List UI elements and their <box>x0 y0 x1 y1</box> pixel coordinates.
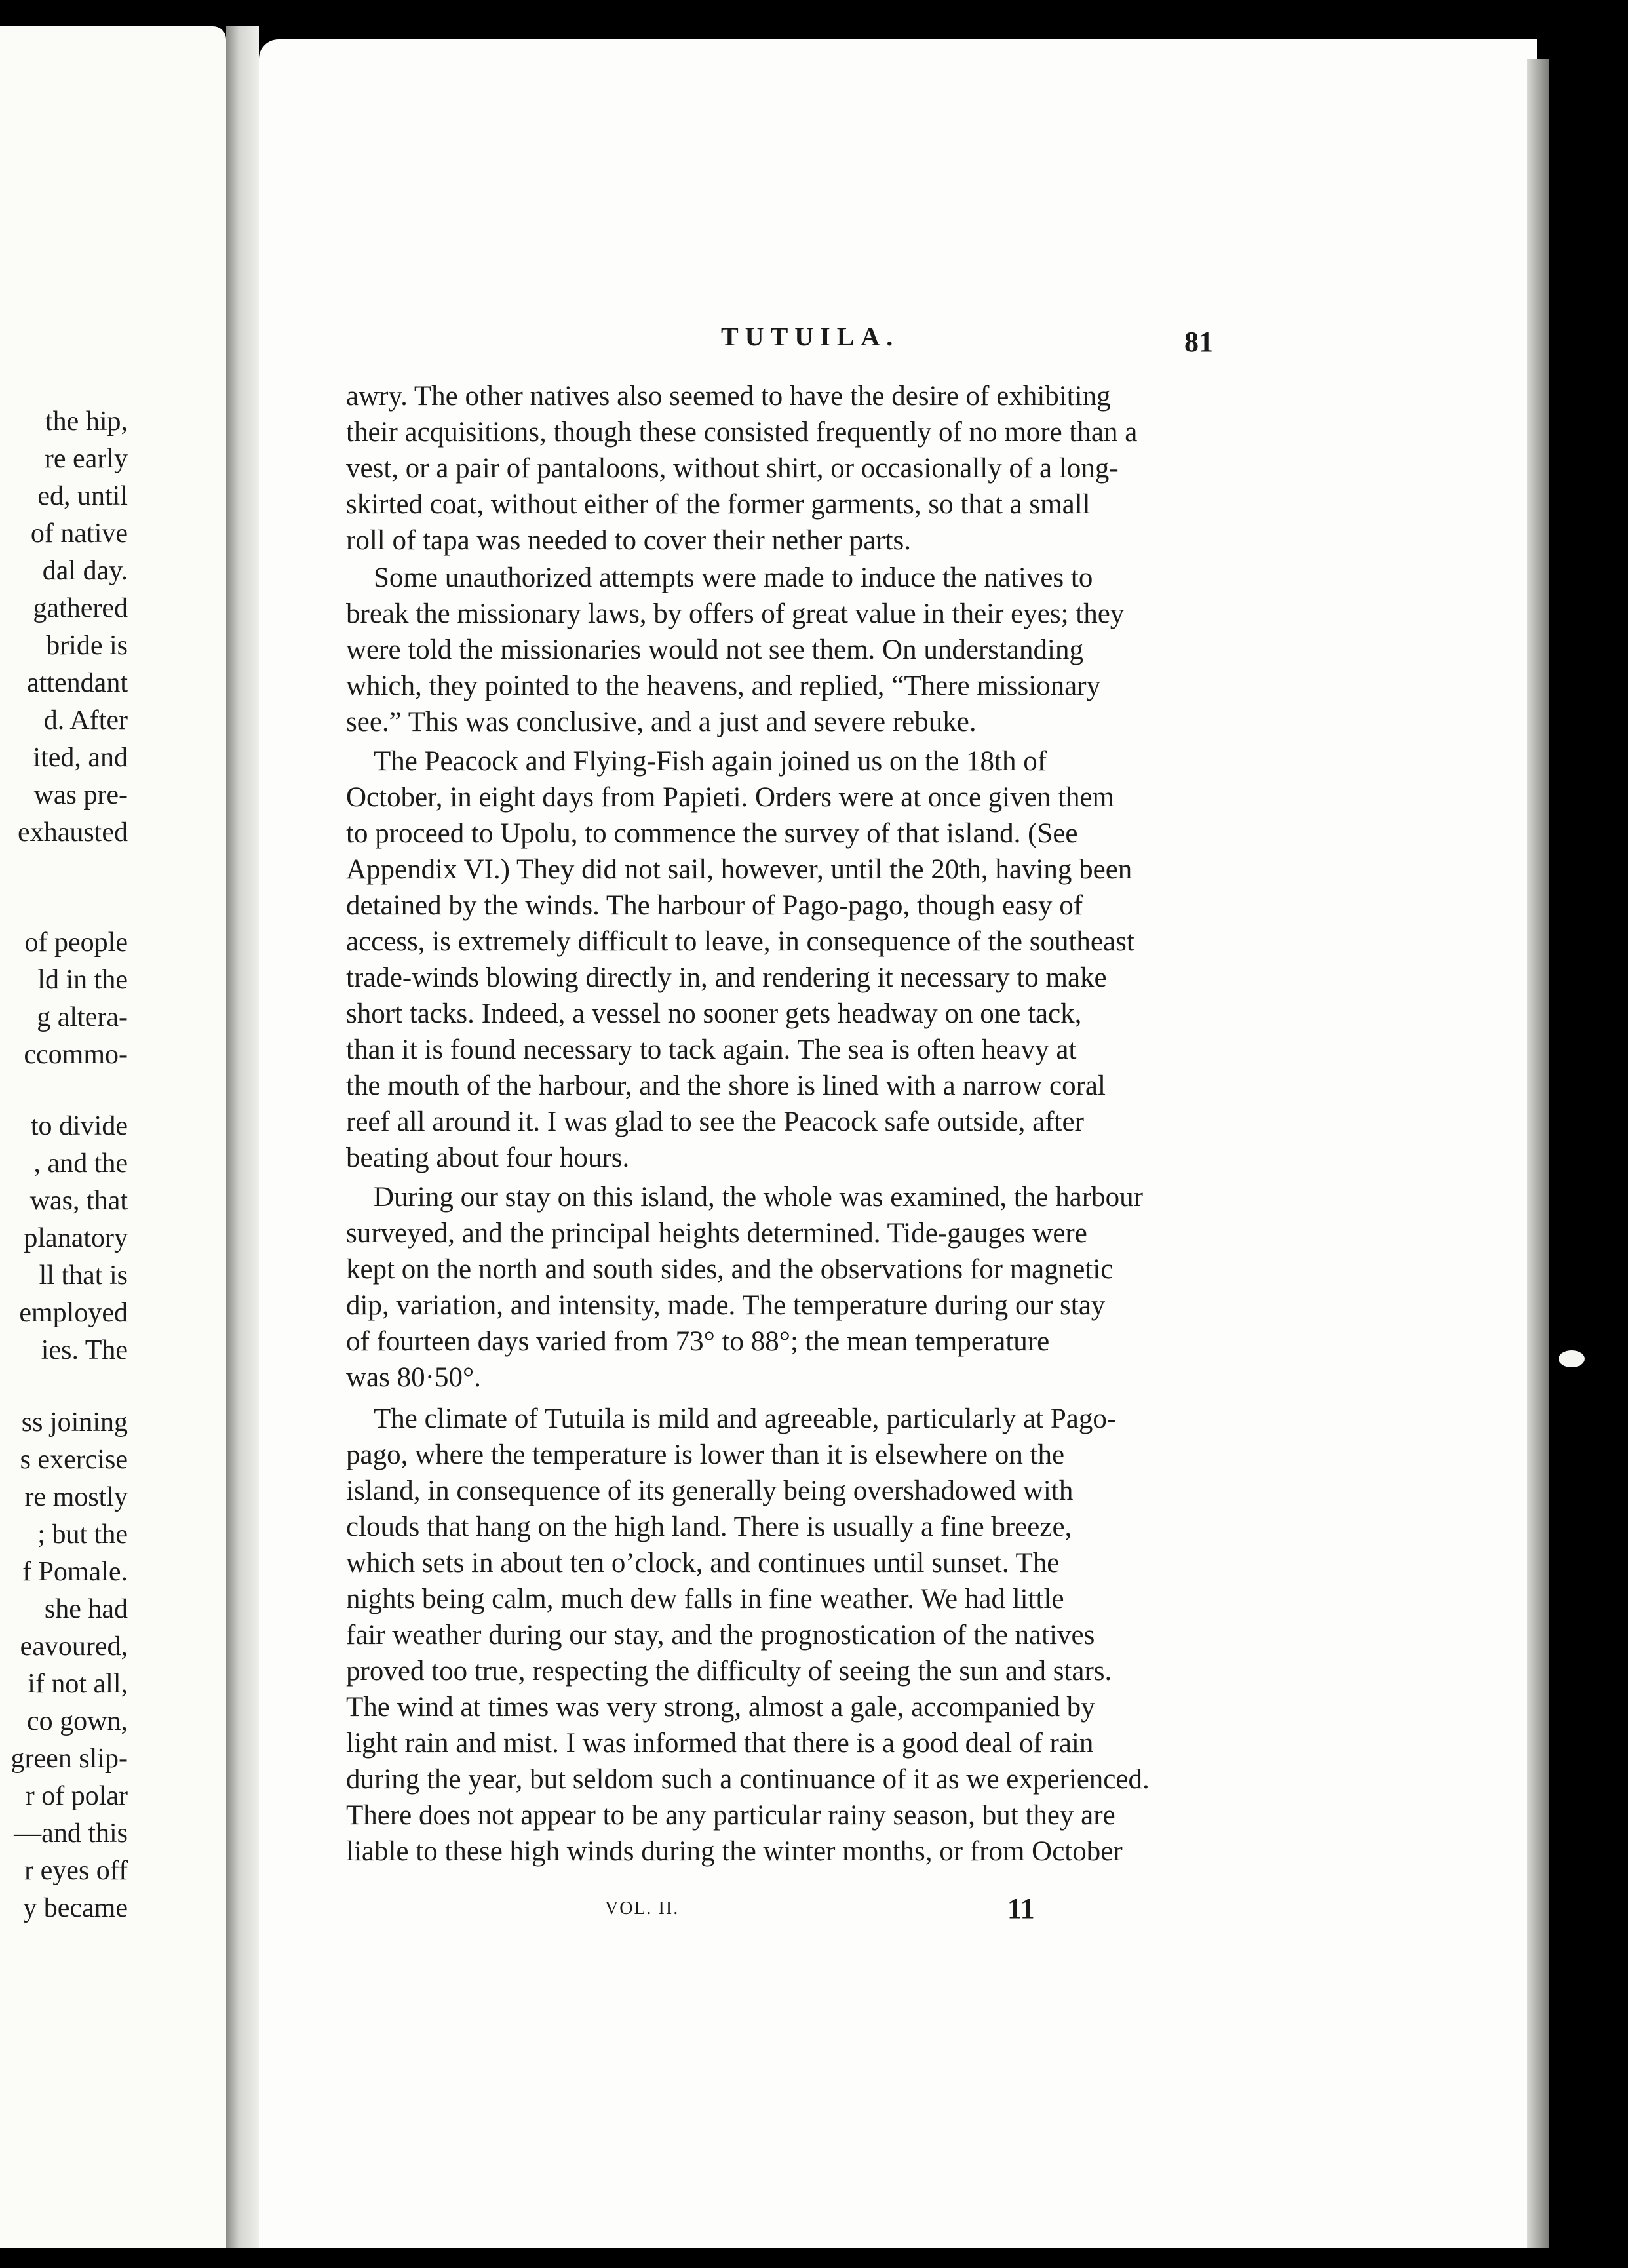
left-line: planatory <box>24 1223 128 1253</box>
left-line: green slip- <box>10 1744 128 1774</box>
left-line: re mostly <box>24 1482 128 1512</box>
text-line: which sets in about ten o’clock, and continues until sunset. The <box>346 1548 1060 1578</box>
left-line: f Pomale. <box>22 1557 128 1587</box>
left-line: eavoured, <box>20 1632 128 1662</box>
left-line: exhausted <box>18 817 128 848</box>
text-line: nights being calm, much dew falls in fine weather. We had little <box>346 1584 1064 1614</box>
text-line: liable to these high winds during the winter months, or from October <box>346 1836 1123 1867</box>
text-line: their acquisitions, though these consisted frequently of no more than a <box>346 417 1138 448</box>
text-line: were told the missionaries would not see them. On understanding <box>346 635 1083 665</box>
running-title: TUTUILA. <box>721 322 900 351</box>
left-line: gathered <box>33 593 128 623</box>
text-line: awry. The other natives also seemed to have the desire of exhibiting <box>346 381 1111 412</box>
left-line: of native <box>30 518 128 549</box>
volume-signature: VOL. II. <box>605 1898 680 1919</box>
text-line: October, in eight days from Papieti. Orders were at once given them <box>346 782 1115 813</box>
left-line: y became <box>23 1893 128 1923</box>
text-line: short tacks. Indeed, a vessel no sooner gets headway on one tack, <box>346 998 1082 1029</box>
left-line: s exercise <box>20 1445 128 1475</box>
sheet-number: 11 <box>1007 1892 1035 1925</box>
text-line: The climate of Tutuila is mild and agreeable, particularly at Pago- <box>374 1403 1117 1434</box>
text-line: to proceed to Upolu, to commence the survey of that island. (See <box>346 818 1078 849</box>
left-line: if not all, <box>28 1669 128 1699</box>
text-line: see.” This was conclusive, and a just and severe rebuke. <box>346 707 977 737</box>
left-line: was, that <box>29 1186 128 1216</box>
left-line: ies. The <box>41 1335 128 1365</box>
left-line: ccommo- <box>24 1040 128 1070</box>
text-line: proved too true, respecting the difficulty of seeing the sun and stars. <box>346 1656 1112 1687</box>
text-line: island, in consequence of its generally being overshadowed with <box>346 1476 1074 1506</box>
left-line: co gown, <box>27 1706 128 1736</box>
text-line: During our stay on this island, the whole was examined, the harbour <box>374 1182 1143 1213</box>
left-line: , and the <box>33 1148 128 1179</box>
left-line: r of polar <box>25 1781 128 1811</box>
text-line: the mouth of the harbour, and the shore is lined with a narrow coral <box>346 1070 1106 1101</box>
text-line: kept on the north and south sides, and the observations for magnetic <box>346 1254 1114 1285</box>
text-line: which, they pointed to the heavens, and replied, “There missionary <box>346 671 1101 701</box>
left-line: she had <box>44 1594 128 1624</box>
left-line: was pre- <box>33 780 128 810</box>
page-edge-shadow <box>1527 59 1549 2248</box>
left-line: attendant <box>27 668 128 698</box>
left-line: of people <box>24 928 128 958</box>
text-line: light rain and mist. I was informed that there is a good deal of rain <box>346 1728 1094 1759</box>
text-line: trade-winds blowing directly in, and rendering it necessary to make <box>346 962 1107 993</box>
page-number: 81 <box>1184 326 1213 358</box>
left-line: ited, and <box>33 743 128 773</box>
text-line: dip, variation, and intensity, made. The temperature during our stay <box>346 1290 1106 1321</box>
text-line: clouds that hang on the high land. There is usually a fine breeze, <box>346 1512 1072 1542</box>
text-line: of fourteen days varied from 73° to 88°; the mean temperature <box>346 1326 1050 1357</box>
left-line: ll that is <box>39 1261 128 1291</box>
text-line: was 80·50°. <box>346 1362 481 1393</box>
left-line: r eyes off <box>24 1856 128 1886</box>
book-gutter <box>226 26 259 2248</box>
text-line: skirted coat, without either of the former garments, so that a small <box>346 489 1091 520</box>
text-line: surveyed, and the principal heights determined. Tide-gauges were <box>346 1218 1087 1249</box>
text-line: detained by the winds. The harbour of Pago-pago, though easy of <box>346 890 1083 921</box>
scan-speck <box>1559 1350 1585 1367</box>
left-line: d. After <box>43 705 128 735</box>
text-line: roll of tapa was needed to cover their nether parts. <box>346 525 912 556</box>
left-line: the hip, <box>45 406 128 437</box>
left-line: to divide <box>30 1111 128 1141</box>
text-line: beating about four hours. <box>346 1143 630 1173</box>
text-line: during the year, but seldom such a continuance of it as we experienced. <box>346 1764 1150 1795</box>
left-line: dal day. <box>42 556 128 586</box>
left-facing-page <box>0 26 226 2248</box>
body-text <box>346 39 1513 2268</box>
left-line: ; but the <box>37 1519 128 1550</box>
text-line: The wind at times was very strong, almost a gale, accompanied by <box>346 1692 1095 1723</box>
right-page <box>259 39 1537 2248</box>
left-line: —and this <box>14 1818 128 1848</box>
left-line: employed <box>19 1298 128 1328</box>
left-line: ld in the <box>37 965 128 995</box>
text-line: pago, where the temperature is lower than it is elsewhere on the <box>346 1439 1065 1470</box>
left-line: g altera- <box>37 1002 128 1032</box>
left-line: re early <box>44 444 128 474</box>
text-line: vest, or a pair of pantaloons, without shirt, or occasionally of a long- <box>346 453 1119 484</box>
left-line: ss joining <box>21 1407 128 1437</box>
text-line: access, is extremely difficult to leave, in consequence of the southeast <box>346 926 1134 957</box>
text-line: Some unauthorized attempts were made to induce the natives to <box>374 562 1093 593</box>
text-line: reef all around it. I was glad to see the Peacock safe outside, after <box>346 1106 1084 1137</box>
text-line: Appendix VI.) They did not sail, however, until the 20th, having been <box>346 854 1133 885</box>
text-line: fair weather during our stay, and the prognostication of the natives <box>346 1620 1095 1651</box>
text-line: The Peacock and Flying-Fish again joined us on the 18th of <box>374 746 1047 777</box>
text-line: break the missionary laws, by offers of great value in their eyes; they <box>346 598 1125 629</box>
left-line: bride is <box>46 631 128 661</box>
left-line: ed, until <box>37 481 128 511</box>
text-line: There does not appear to be any particular rainy season, but they are <box>346 1800 1115 1831</box>
text-line: than it is found necessary to tack again. The sea is often heavy at <box>346 1034 1077 1065</box>
